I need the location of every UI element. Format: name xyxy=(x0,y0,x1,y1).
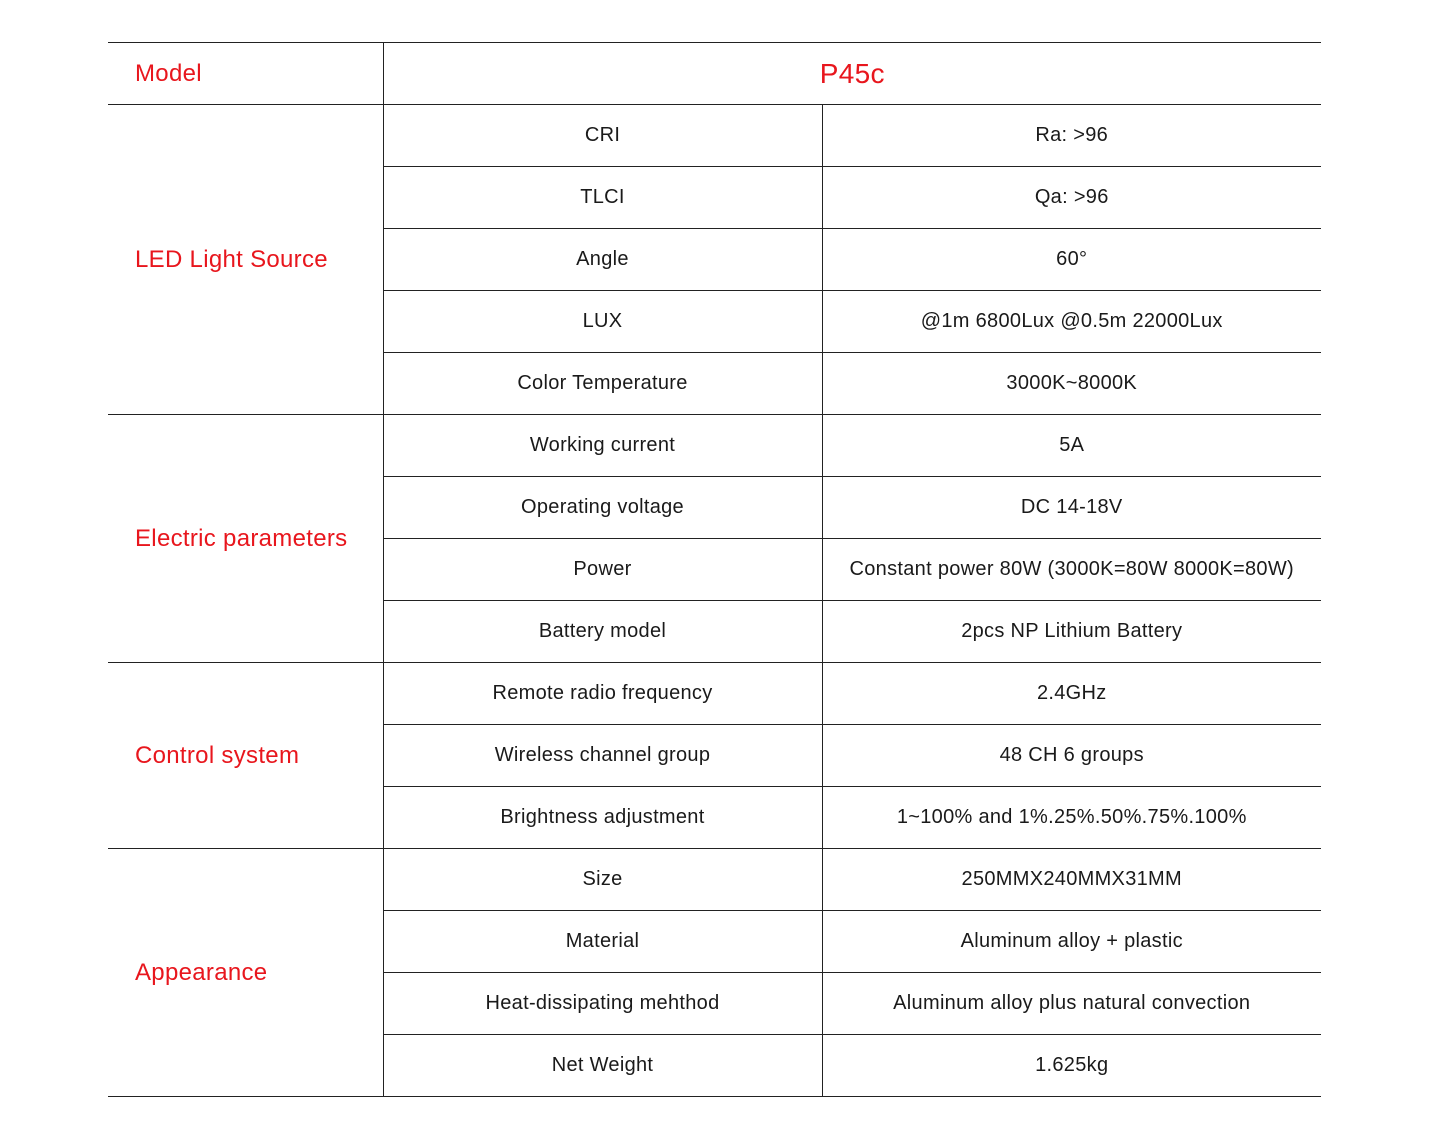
param-name: Wireless channel group xyxy=(383,725,822,787)
param-name: Angle xyxy=(383,229,822,291)
spec-table-body xyxy=(108,43,1321,1097)
spec-row xyxy=(108,849,1321,911)
param-name: LUX xyxy=(383,291,822,353)
param-name: Remote radio frequency xyxy=(383,663,822,725)
param-name: TLCI xyxy=(383,167,822,229)
param-value: @1m 6800Lux @0.5m 22000Lux xyxy=(822,291,1321,353)
param-value: Constant power 80W (3000K=80W 8000K=80W) xyxy=(822,539,1321,601)
model-value: P45c xyxy=(383,43,1321,105)
param-name: Net Weight xyxy=(383,1035,822,1097)
param-value: DC 14-18V xyxy=(822,477,1321,539)
spec-table xyxy=(108,42,1321,1097)
param-value: 1~100% and 1%.25%.50%.75%.100% xyxy=(822,787,1321,849)
spec-row xyxy=(108,415,1321,477)
param-name: Power xyxy=(383,539,822,601)
param-name: Material xyxy=(383,911,822,973)
section-category: Electric parameters xyxy=(108,415,383,663)
param-name: Heat-dissipating mehthod xyxy=(383,973,822,1035)
model-row xyxy=(108,43,1321,105)
param-value: 5A xyxy=(822,415,1321,477)
section-category: Appearance xyxy=(108,849,383,1097)
param-value: Aluminum alloy plus natural convection xyxy=(822,973,1321,1035)
section-category: LED Light Source xyxy=(108,105,383,415)
param-name: Brightness adjustment xyxy=(383,787,822,849)
param-value: Ra: >96 xyxy=(822,105,1321,167)
param-value: 48 CH 6 groups xyxy=(822,725,1321,787)
param-value: 2pcs NP Lithium Battery xyxy=(822,601,1321,663)
param-value: Aluminum alloy + plastic xyxy=(822,911,1321,973)
model-label: Model xyxy=(108,43,383,105)
param-name: Color Temperature xyxy=(383,353,822,415)
section-category: Control system xyxy=(108,663,383,849)
param-name: Size xyxy=(383,849,822,911)
param-value: 60° xyxy=(822,229,1321,291)
spec-row xyxy=(108,105,1321,167)
param-value: 250MMX240MMX31MM xyxy=(822,849,1321,911)
param-value: 3000K~8000K xyxy=(822,353,1321,415)
param-value: Qa: >96 xyxy=(822,167,1321,229)
spec-row xyxy=(108,663,1321,725)
param-name: CRI xyxy=(383,105,822,167)
param-value: 2.4GHz xyxy=(822,663,1321,725)
param-name: Battery model xyxy=(383,601,822,663)
param-name: Operating voltage xyxy=(383,477,822,539)
param-name: Working current xyxy=(383,415,822,477)
param-value: 1.625kg xyxy=(822,1035,1321,1097)
